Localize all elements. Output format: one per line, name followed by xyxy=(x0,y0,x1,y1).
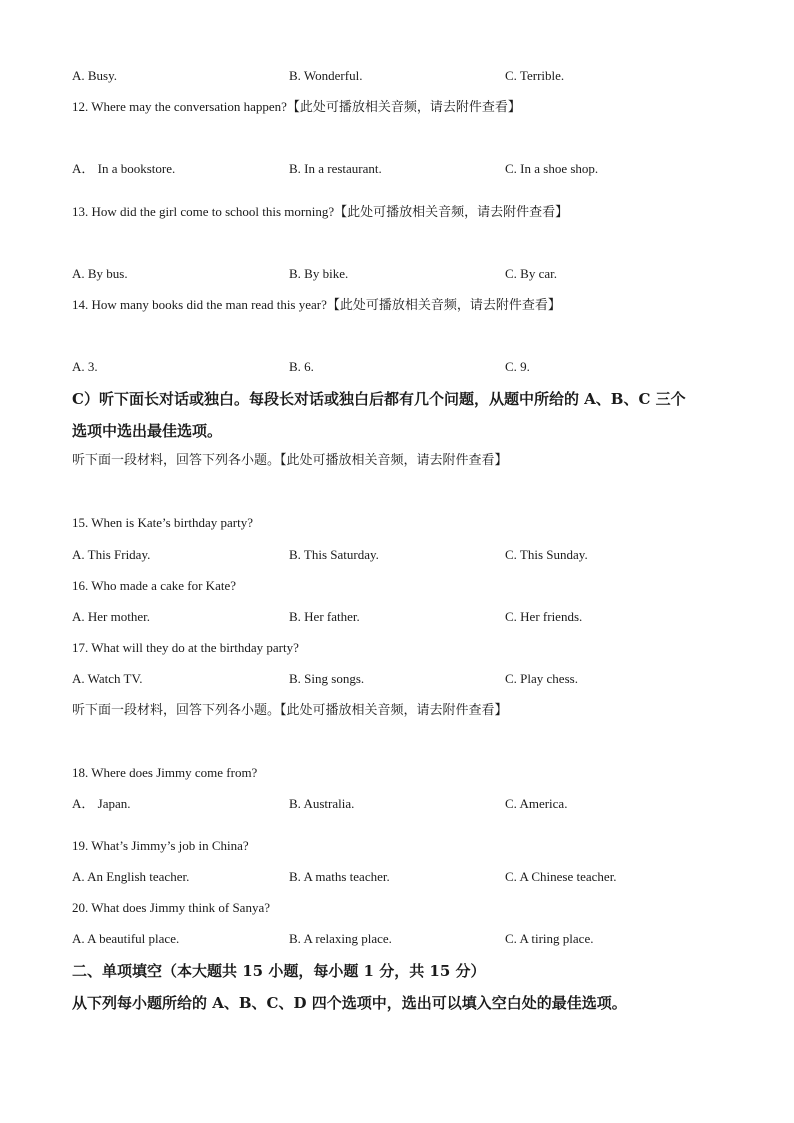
q15-option-a: A. This Friday. xyxy=(72,547,151,562)
q16-question: 16. Who made a cake for Kate? xyxy=(72,578,236,593)
q15-option-b: B. This Saturday. xyxy=(289,547,379,562)
part-two-heading: 二、单项填空（本大题共 15 小题，每小题 1 分，共 15 分） xyxy=(72,962,486,980)
q13-option-c: C. By car. xyxy=(505,266,557,281)
q18-options xyxy=(72,796,712,812)
section-c-heading-line2: 选项中选出最佳选项。 xyxy=(72,422,223,440)
q14-option-b: B. 6. xyxy=(289,359,314,374)
q19-question: 19. What’s Jimmy’s job in China? xyxy=(72,838,249,853)
q17-option-b: B. Sing songs. xyxy=(289,671,365,686)
section-c-instruction-2: 听下面一段材料，回答下列各小题。【此处可播放相关音频，请去附件查看】 xyxy=(72,703,508,718)
q19-options xyxy=(72,869,712,885)
q13-question: 13. How did the girl come to school this morning?【此处可播放相关音频，请去附件查看】 xyxy=(72,204,569,219)
q12-option-c: C. In a shoe shop. xyxy=(505,161,599,176)
q12-option-a: A． In a bookstore. xyxy=(72,161,176,176)
q11-option-b: B. Wonderful. xyxy=(289,68,363,83)
q15-question: 15. When is Kate’s birthday party? xyxy=(72,515,253,530)
q16-option-a: A. Her mother. xyxy=(72,609,150,624)
q17-options xyxy=(72,671,712,687)
q14-option-a: A. 3. xyxy=(72,359,98,374)
part-two-instruction: 从下列每小题所给的 A、B、C、D 四个选项中，选出可以填入空白处的最佳选项。 xyxy=(72,994,627,1012)
q14-option-c: C. 9. xyxy=(505,359,530,374)
q18-question: 18. Where does Jimmy come from? xyxy=(72,765,258,780)
q20-option-b: B. A relaxing place. xyxy=(289,931,392,946)
q12-options xyxy=(72,161,712,177)
q14-options xyxy=(72,359,712,375)
q19-option-b: B. A maths teacher. xyxy=(289,869,390,884)
q11-options xyxy=(72,68,712,84)
q17-question: 17. What will they do at the birthday party? xyxy=(72,640,299,655)
q16-options xyxy=(72,609,712,625)
q14-question: 14. How many books did the man read this year?【此处可播放相关音频，请去附件查看】 xyxy=(72,297,561,312)
q11-option-c: C. Terrible. xyxy=(505,68,565,83)
q19-option-c: C. A Chinese teacher. xyxy=(505,869,617,884)
q20-option-a: A. A beautiful place. xyxy=(72,931,180,946)
q13-option-a: A. By bus. xyxy=(72,266,128,281)
section-c-heading-line1: C）听下面长对话或独白。每段长对话或独白后都有几个问题，从题中所给的 A、B、C 三个 xyxy=(72,390,686,408)
q18-option-b: B. Australia. xyxy=(289,796,355,811)
q20-question: 20. What does Jimmy think of Sanya? xyxy=(72,900,270,915)
q15-option-c: C. This Sunday. xyxy=(505,547,588,562)
q11-option-a: A. Busy. xyxy=(72,68,118,83)
q17-option-a: A. Watch TV. xyxy=(72,671,143,686)
q16-option-c: C. Her friends. xyxy=(505,609,583,624)
q12-option-b: B. In a restaurant. xyxy=(289,161,382,176)
q18-option-c: C. America. xyxy=(505,796,568,811)
q20-options xyxy=(72,931,712,947)
q17-option-c: C. Play chess. xyxy=(505,671,578,686)
section-c-instruction-1: 听下面一段材料，回答下列各小题。【此处可播放相关音频，请去附件查看】 xyxy=(72,453,508,468)
q20-option-c: C. A tiring place. xyxy=(505,931,594,946)
q16-option-b: B. Her father. xyxy=(289,609,360,624)
q19-option-a: A. An English teacher. xyxy=(72,869,190,884)
q18-option-a: A． Japan. xyxy=(72,796,131,811)
q13-option-b: B. By bike. xyxy=(289,266,349,281)
q12-question: 12. Where may the conversation happen?【此处可播放相关音频，请去附件查看】 xyxy=(72,99,521,114)
q13-options xyxy=(72,266,712,282)
q15-options xyxy=(72,547,712,563)
